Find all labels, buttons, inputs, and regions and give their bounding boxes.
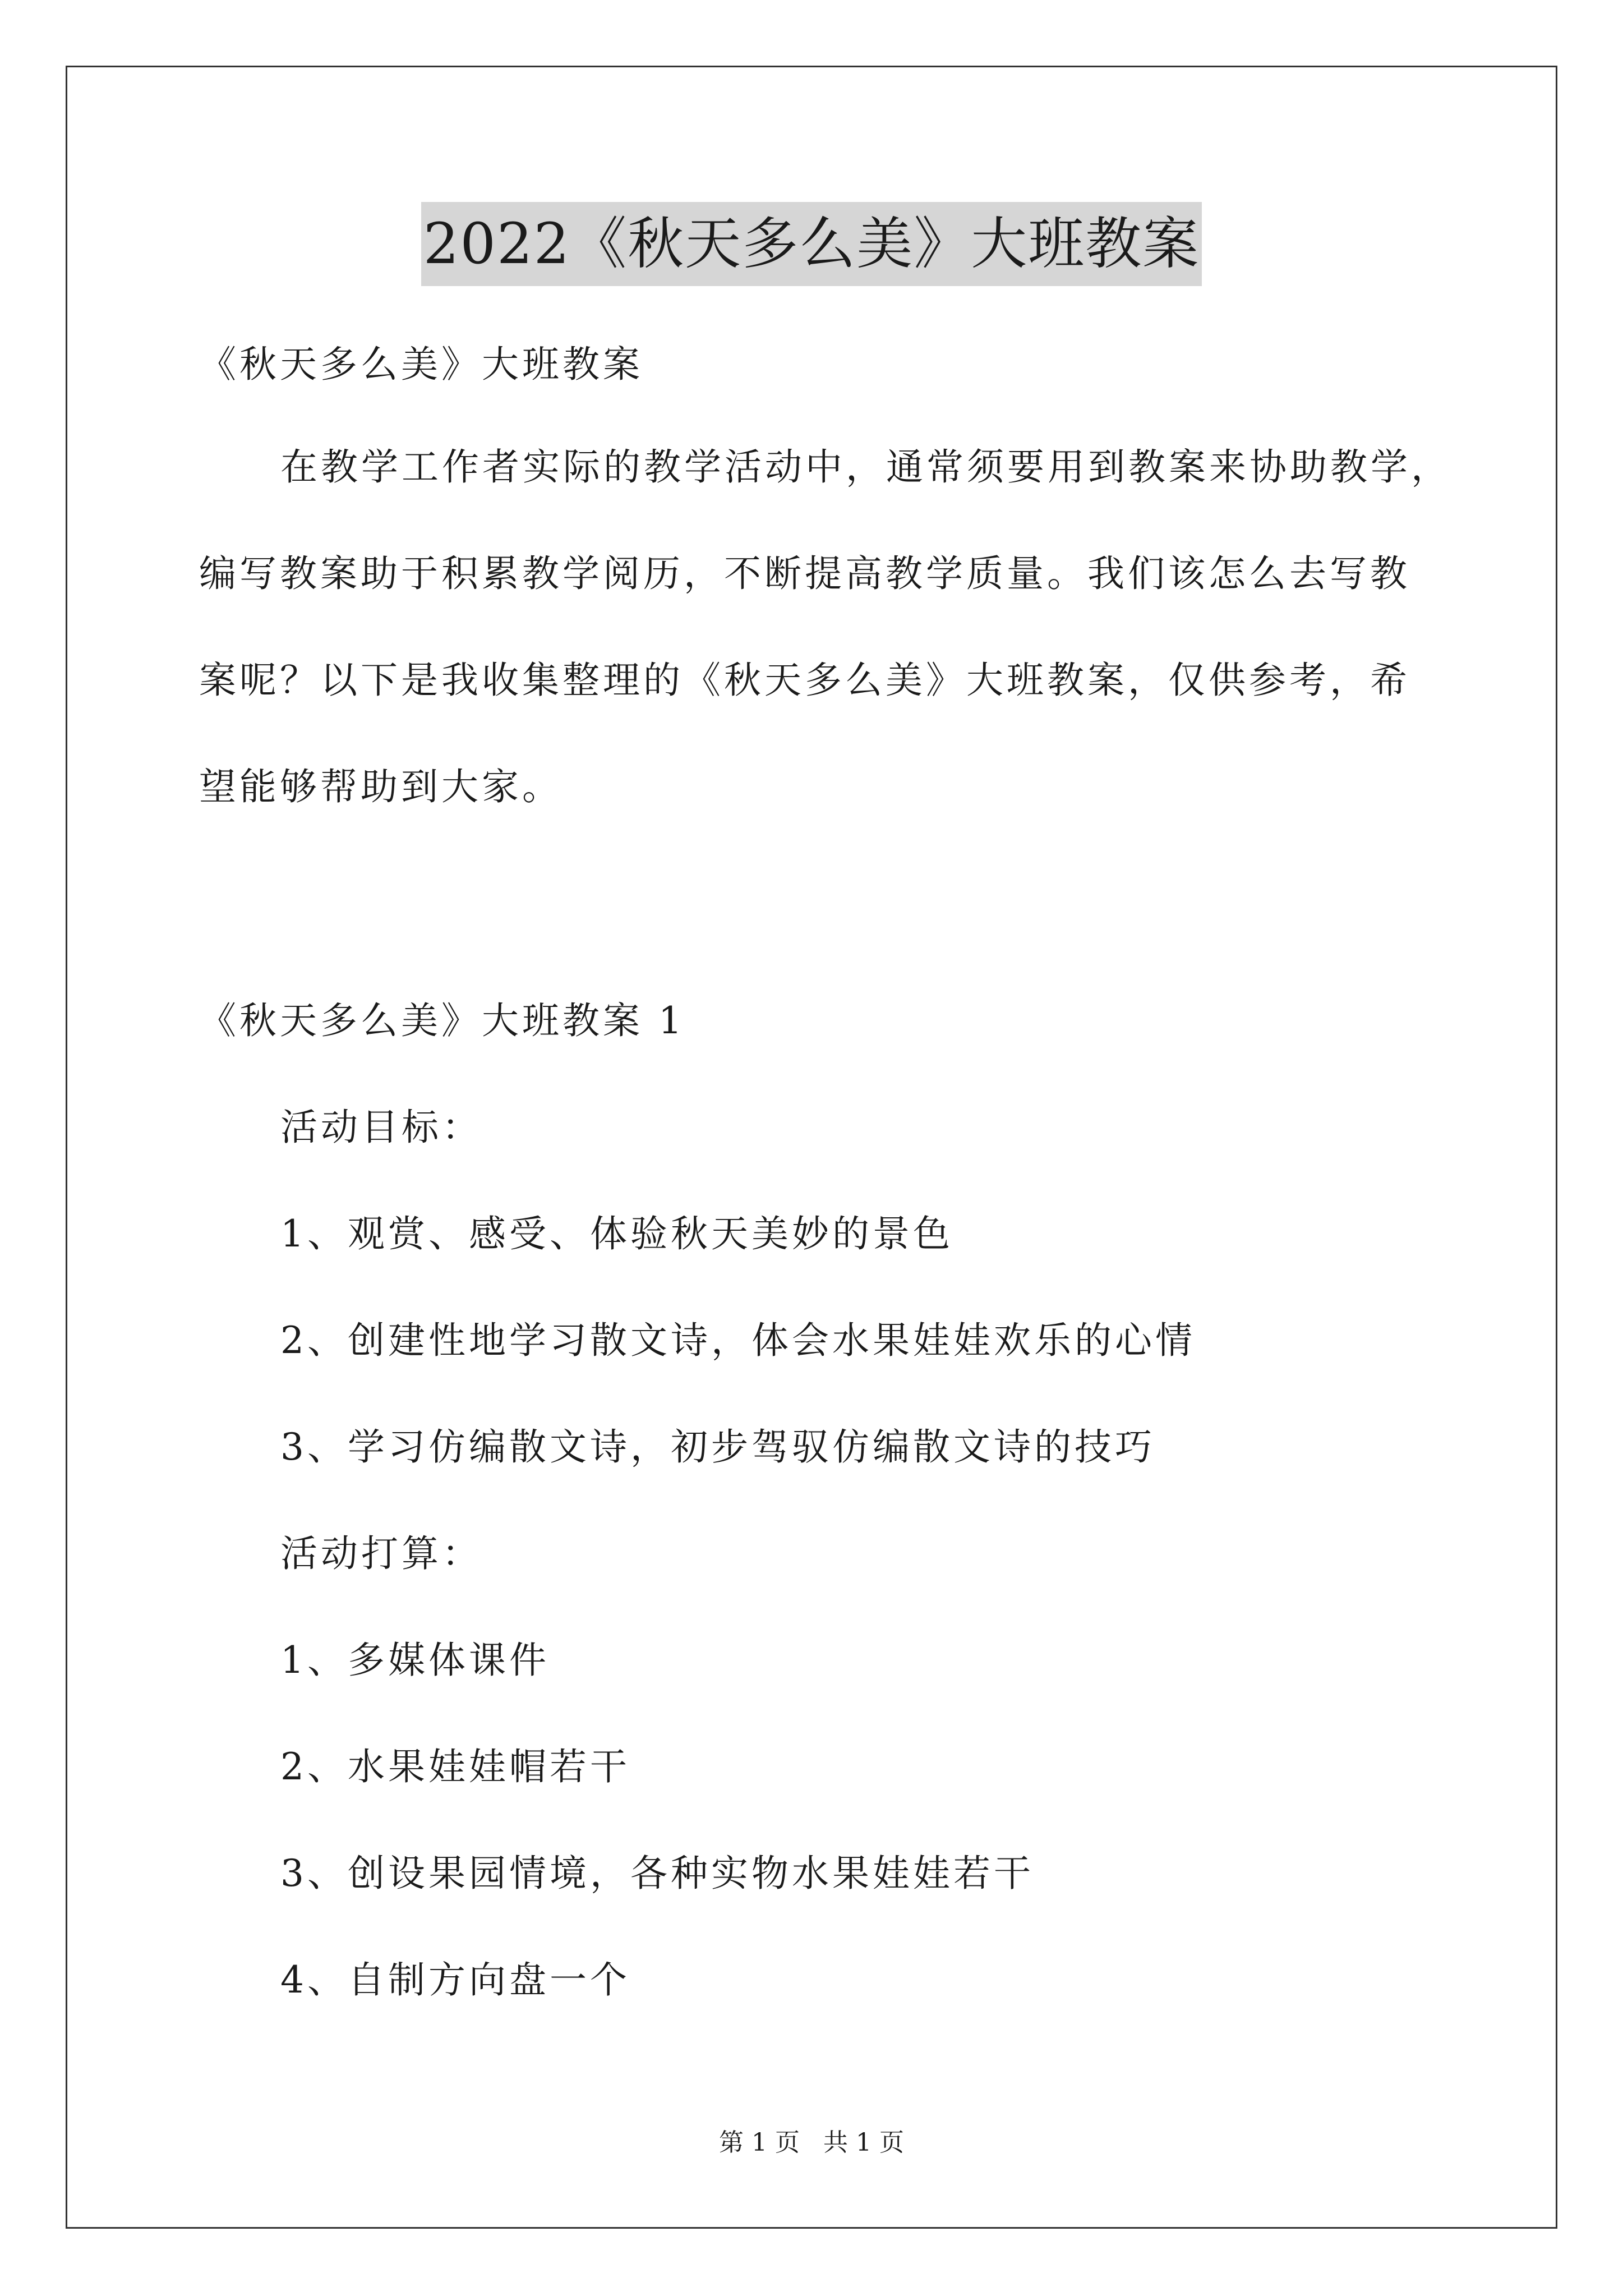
document-title: 2022《秋天多么美》大班教案: [421, 202, 1202, 286]
intro-line-1: 在教学工作者实际的教学活动中，通常须要用到教案来协助教学，: [280, 445, 1451, 489]
intro-line-3: 案呢？以下是我收集整理的《秋天多么美》大班教案，仅供参考，希: [199, 659, 1410, 702]
goal-item: 1、观赏、感受、体验秋天美妙的景色: [280, 1212, 953, 1255]
prep-heading: 活动打算：: [280, 1532, 482, 1575]
prep-item: 2、水果娃娃帽若干: [280, 1745, 630, 1788]
intro-line-4: 望能够帮助到大家。: [199, 765, 562, 808]
prep-item: 1、多媒体课件: [280, 1639, 550, 1682]
prep-item: 3、创设果园情境，各种实物水果娃娃若干: [280, 1852, 1034, 1895]
intro-line-2: 编写教案助于积累教学阅历，不断提高教学质量。我们该怎么去写教: [199, 552, 1410, 595]
section-heading: 《秋天多么美》大班教案 1: [199, 999, 685, 1042]
document-subtitle: 《秋天多么美》大班教案: [199, 343, 643, 386]
page-footer: 第 1 页 共 1 页: [719, 2128, 904, 2157]
goals-heading: 活动目标：: [280, 1106, 482, 1149]
title-container: [0, 202, 1623, 286]
goal-item: 2、创建性地学习散文诗，体会水果娃娃欢乐的心情: [280, 1319, 1196, 1362]
goal-item: 3、学习仿编散文诗，初步驾驭仿编散文诗的技巧: [280, 1425, 1155, 1469]
prep-item: 4、自制方向盘一个: [280, 1958, 630, 2001]
